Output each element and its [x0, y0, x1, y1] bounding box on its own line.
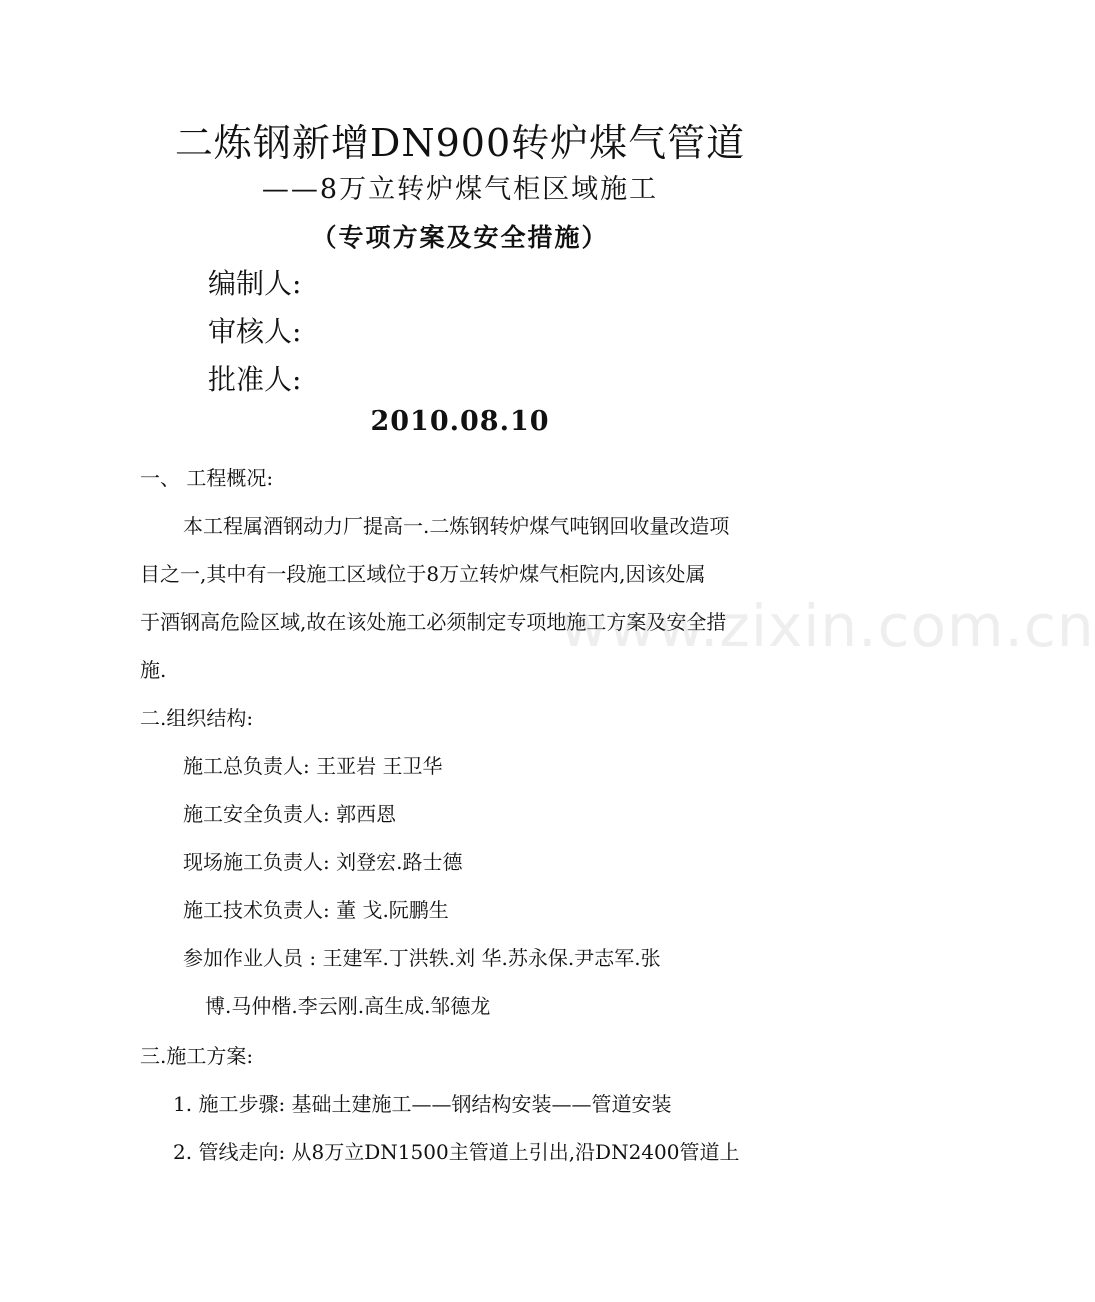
org-line: 施工安全负责人: 郭西恩	[183, 802, 397, 826]
document-subtitle: ——8万立转炉煤气柜区域施工	[261, 174, 659, 205]
section-heading-organization: 二.组织结构:	[140, 706, 254, 730]
org-line: 施工技术负责人: 董 戈.阮鹏生	[183, 898, 449, 922]
plan-label: （专项方案及安全措施）	[311, 223, 609, 252]
paragraph-line: 施.	[140, 658, 167, 682]
section-heading-plan: 三.施工方案:	[140, 1044, 254, 1068]
document-title: 二炼钢新增DN900转炉煤气管道	[174, 121, 746, 165]
plan-step-line: 1. 施工步骤: 基础土建施工——钢结构安装——管道安装	[173, 1092, 672, 1116]
compiler-label: 编制人:	[208, 267, 302, 300]
org-line: 博.马仲楷.李云刚.高生成.邹德龙	[205, 994, 491, 1018]
watermark: www.zixin.com.cn	[560, 592, 1095, 660]
plan-step-line: 2. 管线走向: 从8万立DN1500主管道上引出,沿DN2400管道上	[173, 1140, 740, 1164]
org-line: 施工总负责人: 王亚岩 王卫华	[183, 754, 443, 778]
document-date: 2010.08.10	[370, 406, 550, 437]
org-line: 现场施工负责人: 刘登宏.路士德	[183, 850, 463, 874]
paragraph-line: 本工程属酒钢动力厂提高一.二炼钢转炉煤气吨钢回收量改造项	[183, 514, 730, 538]
section-heading-overview: 一、 工程概况:	[140, 466, 274, 490]
org-line: 参加作业人员 : 王建军.丁洪轶.刘 华.苏永保.尹志军.张	[183, 946, 661, 970]
paragraph-line: 目之一,其中有一段施工区域位于8万立转炉煤气柜院内,因该处属	[140, 562, 706, 586]
approver-label: 批准人:	[208, 363, 302, 396]
reviewer-label: 审核人:	[208, 315, 302, 348]
paragraph-line: 于酒钢高危险区域,故在该处施工必须制定专项地施工方案及安全措	[140, 610, 727, 634]
